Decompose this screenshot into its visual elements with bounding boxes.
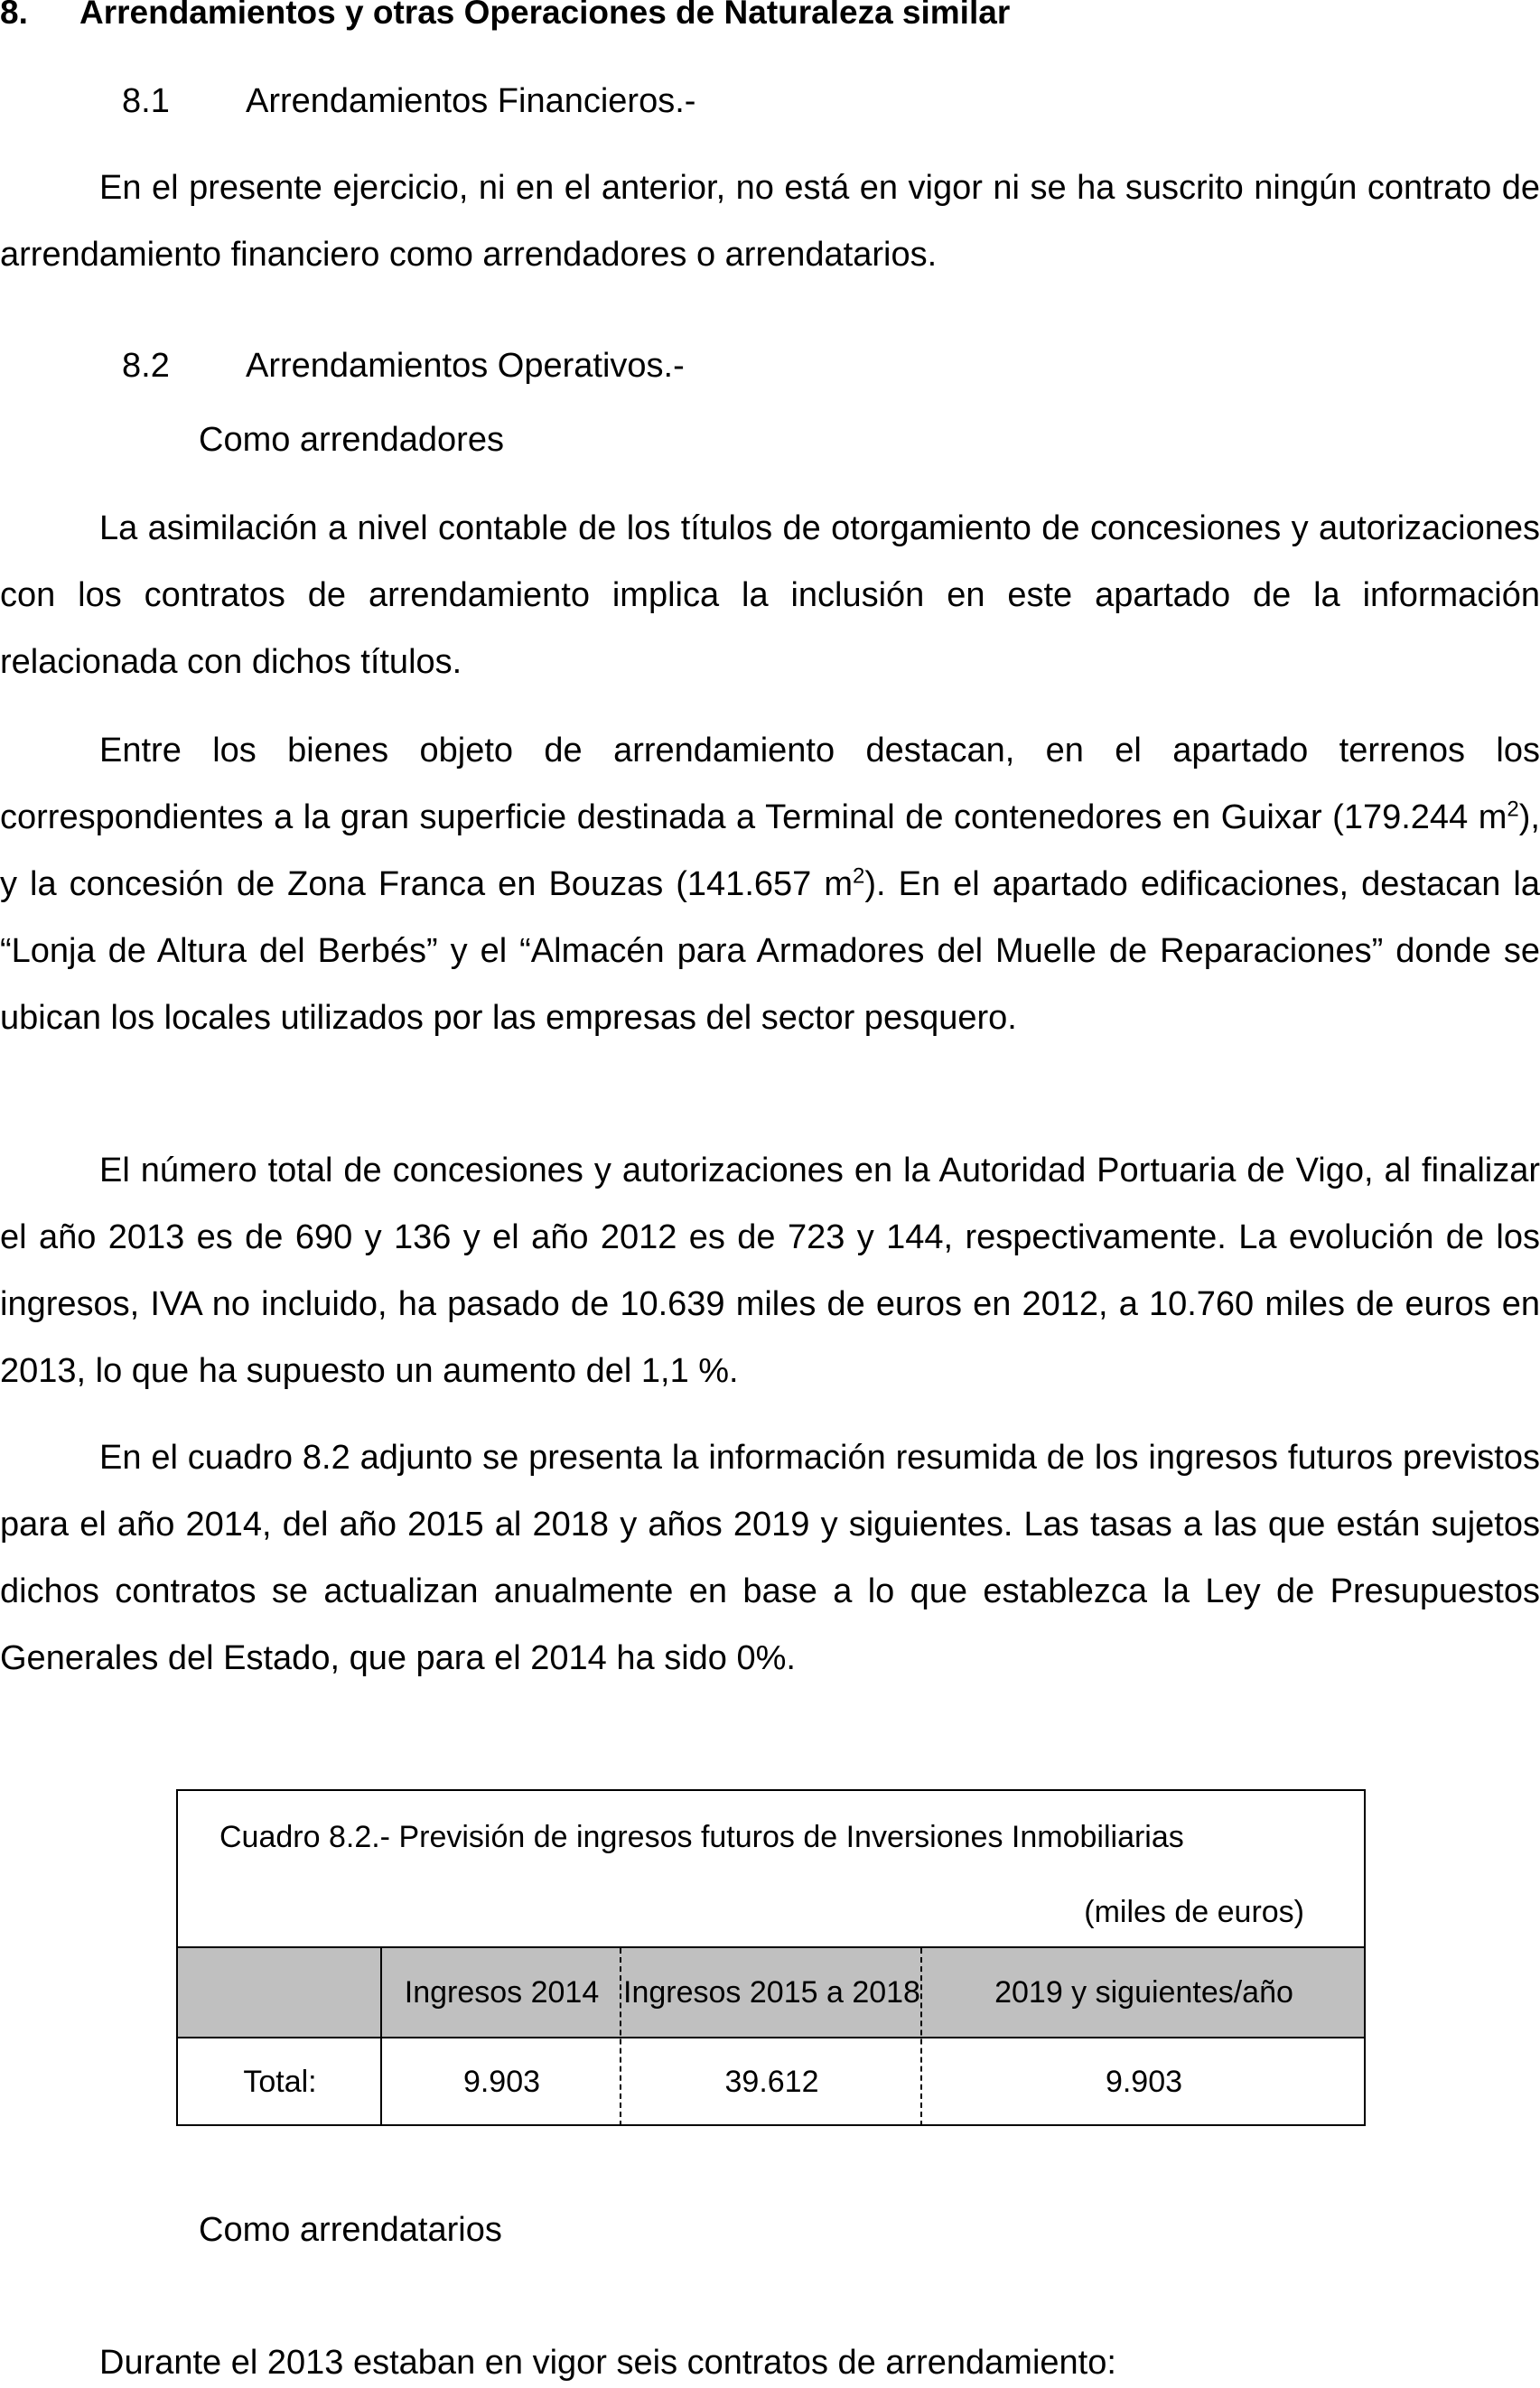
subsection-heading-8-1 xyxy=(122,83,935,119)
subheading-como-arrendatarios: Como arrendatarios xyxy=(199,2211,502,2249)
header-cell-2014: Ingresos 2014 xyxy=(404,1974,600,2010)
paragraph-asimilacion: La asimilación a nivel contable de los títulos de otorgamiento de concesiones y autorizaciones con los contratos de arrendamiento implica la inclusión en este apartado de la información relacionada con dichos títulos. xyxy=(0,509,1540,681)
value-2019: 9.903 xyxy=(1105,2065,1183,2099)
row-label: Total: xyxy=(243,2065,317,2099)
subsection-number: 8.2 xyxy=(122,347,170,385)
paragraph-cuadro: En el cuadro 8.2 adjunto se presenta la información resumida de los ingresos futuros previstos para el año 2014, del año 2015 al 2018 y años 2019 y siguientes. Las tasas a las que están sujetos dichos contratos se actualizan anualmente en base a lo que establezca la Ley de Presupuestos Generales del Estado, que para el 2014 ha sido 0%. xyxy=(0,1439,1540,1677)
value-2014: 9.903 xyxy=(462,2065,541,2099)
section-number: 8. xyxy=(0,0,28,31)
value-2015-2018: 39.612 xyxy=(724,2065,819,2099)
table-title-row xyxy=(178,1791,1364,1948)
paragraph-bienes: Entre los bienes objeto de arrendamiento destacan, en el apartado terrenos los correspondientes a la gran superficie destinada a Terminal de contenedores en Guixar (179.244 $m^2$), y la concesión de Zona Franca en Bouzas (141.657 $m^2$). En el apartado edificaciones, destacan la “Lonja de Altura del Berbés” y el “Almacén para Armadores del Muelle de Reparaciones” donde se ubican los locales utilizados por las empresas del sector pesquero. xyxy=(0,732,1540,1037)
section-heading xyxy=(0,0,1540,31)
subsection-heading-8-2 xyxy=(122,348,935,384)
paragraph-numero-concesiones: El número total de concesiones y autorizaciones en la Autoridad Portuaria de Vigo, al finalizar el año 2013 es de 690 y 136 y el año 2012 es de 723 y 144, respectivamente. La evolución de los ingresos, IVA no incluido, ha pasado de 10.639 miles de euros en 2012, a 10.760 miles de euros en 2013, lo que ha supuesto un aumento del 1,1 %. xyxy=(0,1152,1540,1390)
table-row xyxy=(178,2038,1364,2126)
table-divider-dashed xyxy=(920,1948,922,2126)
table-units: (miles de euros) xyxy=(1084,1895,1304,1929)
table-caption: Cuadro 8.2.- Previsión de ingresos futuros de Inversiones Inmobiliarias xyxy=(219,1820,1184,1854)
table-divider xyxy=(380,1948,382,2126)
superscript-m2: 2 xyxy=(852,863,865,889)
subsection-number: 8.1 xyxy=(122,82,170,120)
subsection-title: Arrendamientos Financieros.- xyxy=(246,82,696,120)
section-title: Arrendamientos y otras Operaciones de Naturaleza similar xyxy=(79,0,1011,31)
table-header-row xyxy=(178,1948,1364,2038)
paragraph-financieros: En el presente ejercicio, ni en el anterior, no está en vigor ni se ha suscrito ningún contrato de arrendamiento financiero como arrendadores o arrendatarios. xyxy=(0,169,1540,274)
header-cell-2019: 2019 y siguientes/año xyxy=(994,1974,1293,2010)
header-cell-2015-2018: Ingresos 2015 a 2018 xyxy=(623,1974,920,2010)
subheading-como-arrendadores: Como arrendadores xyxy=(199,421,504,459)
paragraph-contratos-vigor: Durante el 2013 estaban en vigor seis contratos de arrendamiento: xyxy=(99,2344,1116,2382)
header-cell-blank xyxy=(178,1948,382,2037)
income-forecast-table xyxy=(176,1789,1366,2126)
subsection-title: Arrendamientos Operativos.- xyxy=(246,347,685,385)
table-divider-dashed xyxy=(620,1948,621,2126)
superscript-m2: 2 xyxy=(1507,797,1519,822)
